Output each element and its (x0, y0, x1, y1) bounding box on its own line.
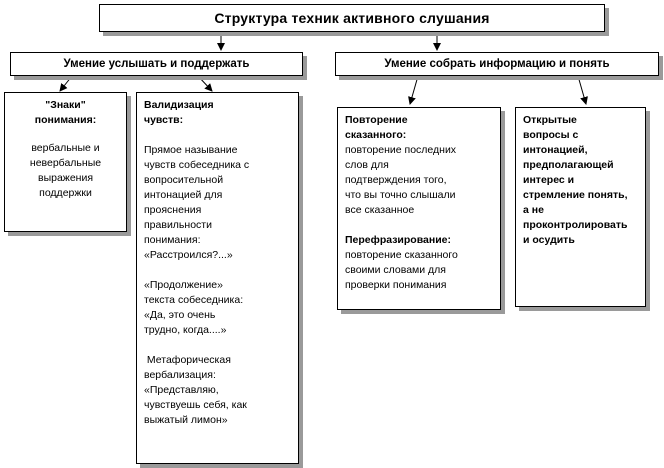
branch-gather-understand (335, 52, 659, 76)
text-line: что вы точно слышали (345, 189, 456, 201)
text-line: трудно, когда....» (144, 324, 227, 336)
text-line: вербальные и (31, 142, 100, 154)
text-line: Повторение (345, 114, 408, 126)
arrow-left-to-signs (60, 76, 72, 91)
box-understanding-signs (4, 92, 127, 232)
signs-heading (12, 98, 119, 128)
text-line: вопросы с (523, 129, 579, 141)
text-line: «Да, это очень (144, 309, 216, 321)
text-line: чувствуешь себя, как (144, 399, 247, 411)
validation-metaphor (144, 353, 291, 428)
box-open-questions (515, 107, 646, 307)
text-line: Прямое называние (144, 144, 238, 156)
repeat-heading (345, 113, 493, 143)
text-line: "Знаки" (45, 99, 86, 111)
text-line: проверки понимания (345, 279, 447, 291)
text-line: правильности (144, 219, 212, 231)
text-line: интонацией, (523, 144, 588, 156)
signs-body (12, 141, 119, 201)
text-line: все сказанное (345, 204, 415, 216)
text-line: Открытые (523, 114, 577, 126)
text-line: слов для (345, 159, 389, 171)
text-line: вопросительной (144, 174, 224, 186)
text-line: выражения (37, 172, 94, 184)
text-line: стремление понять, (523, 189, 628, 201)
branch-listen-support (10, 52, 303, 76)
text-line: понимания: (34, 114, 97, 126)
text-line: Валидизация (144, 99, 214, 111)
text-line: «Расстроился?...» (144, 249, 233, 261)
text-line: сказанного: (345, 129, 407, 141)
text-line: интонацией для (144, 189, 223, 201)
text-line: а не (523, 204, 544, 216)
box-repetition-paraphrase (337, 107, 501, 310)
paraphrase-body (345, 248, 493, 293)
branch-gather-understand-label: Умение собрать информацию и понять (384, 58, 610, 70)
arrow-right-to-repeat (410, 76, 418, 104)
text-line: проконтролировать (523, 219, 628, 231)
text-line: предполагающей (523, 159, 614, 171)
validation-heading (144, 98, 291, 128)
text-line: поддержки (39, 187, 92, 199)
arrow-left-to-validation (198, 76, 212, 91)
text-line: невербальные (29, 157, 102, 169)
validation-direct-naming (144, 143, 291, 263)
text-line: «Продолжение» (144, 279, 223, 291)
text-line: интерес и (523, 174, 575, 186)
text-line: Метафорическая (144, 354, 231, 366)
diagram-title-text: Структура техник активного слушания (214, 10, 490, 26)
branch-listen-support-label: Умение услышать и поддержать (63, 58, 250, 70)
box-feelings-validation (136, 92, 299, 464)
text-line: понимания: (144, 234, 201, 246)
paraphrase-heading: Перефразирование: (345, 234, 451, 246)
arrow-right-to-open (578, 76, 586, 104)
text-line: чувств собеседника с (144, 159, 250, 171)
text-line: вербализация: (144, 369, 216, 381)
text-line: выжатый лимон» (144, 414, 228, 426)
text-line: повторение последних (345, 144, 457, 156)
text-line: и осудить (523, 234, 575, 246)
repeat-body (345, 143, 493, 218)
text-line: прояснения (144, 204, 202, 216)
text-line: чувств: (144, 114, 184, 126)
text-line: повторение сказанного (345, 249, 458, 261)
diagram-title (99, 4, 605, 32)
text-line: «Представляю, (144, 384, 219, 396)
validation-continuation (144, 278, 291, 338)
text-line: текста собеседника: (144, 294, 244, 306)
text-line: своими словами для (345, 264, 446, 276)
text-line: подтверждения того, (345, 174, 447, 186)
